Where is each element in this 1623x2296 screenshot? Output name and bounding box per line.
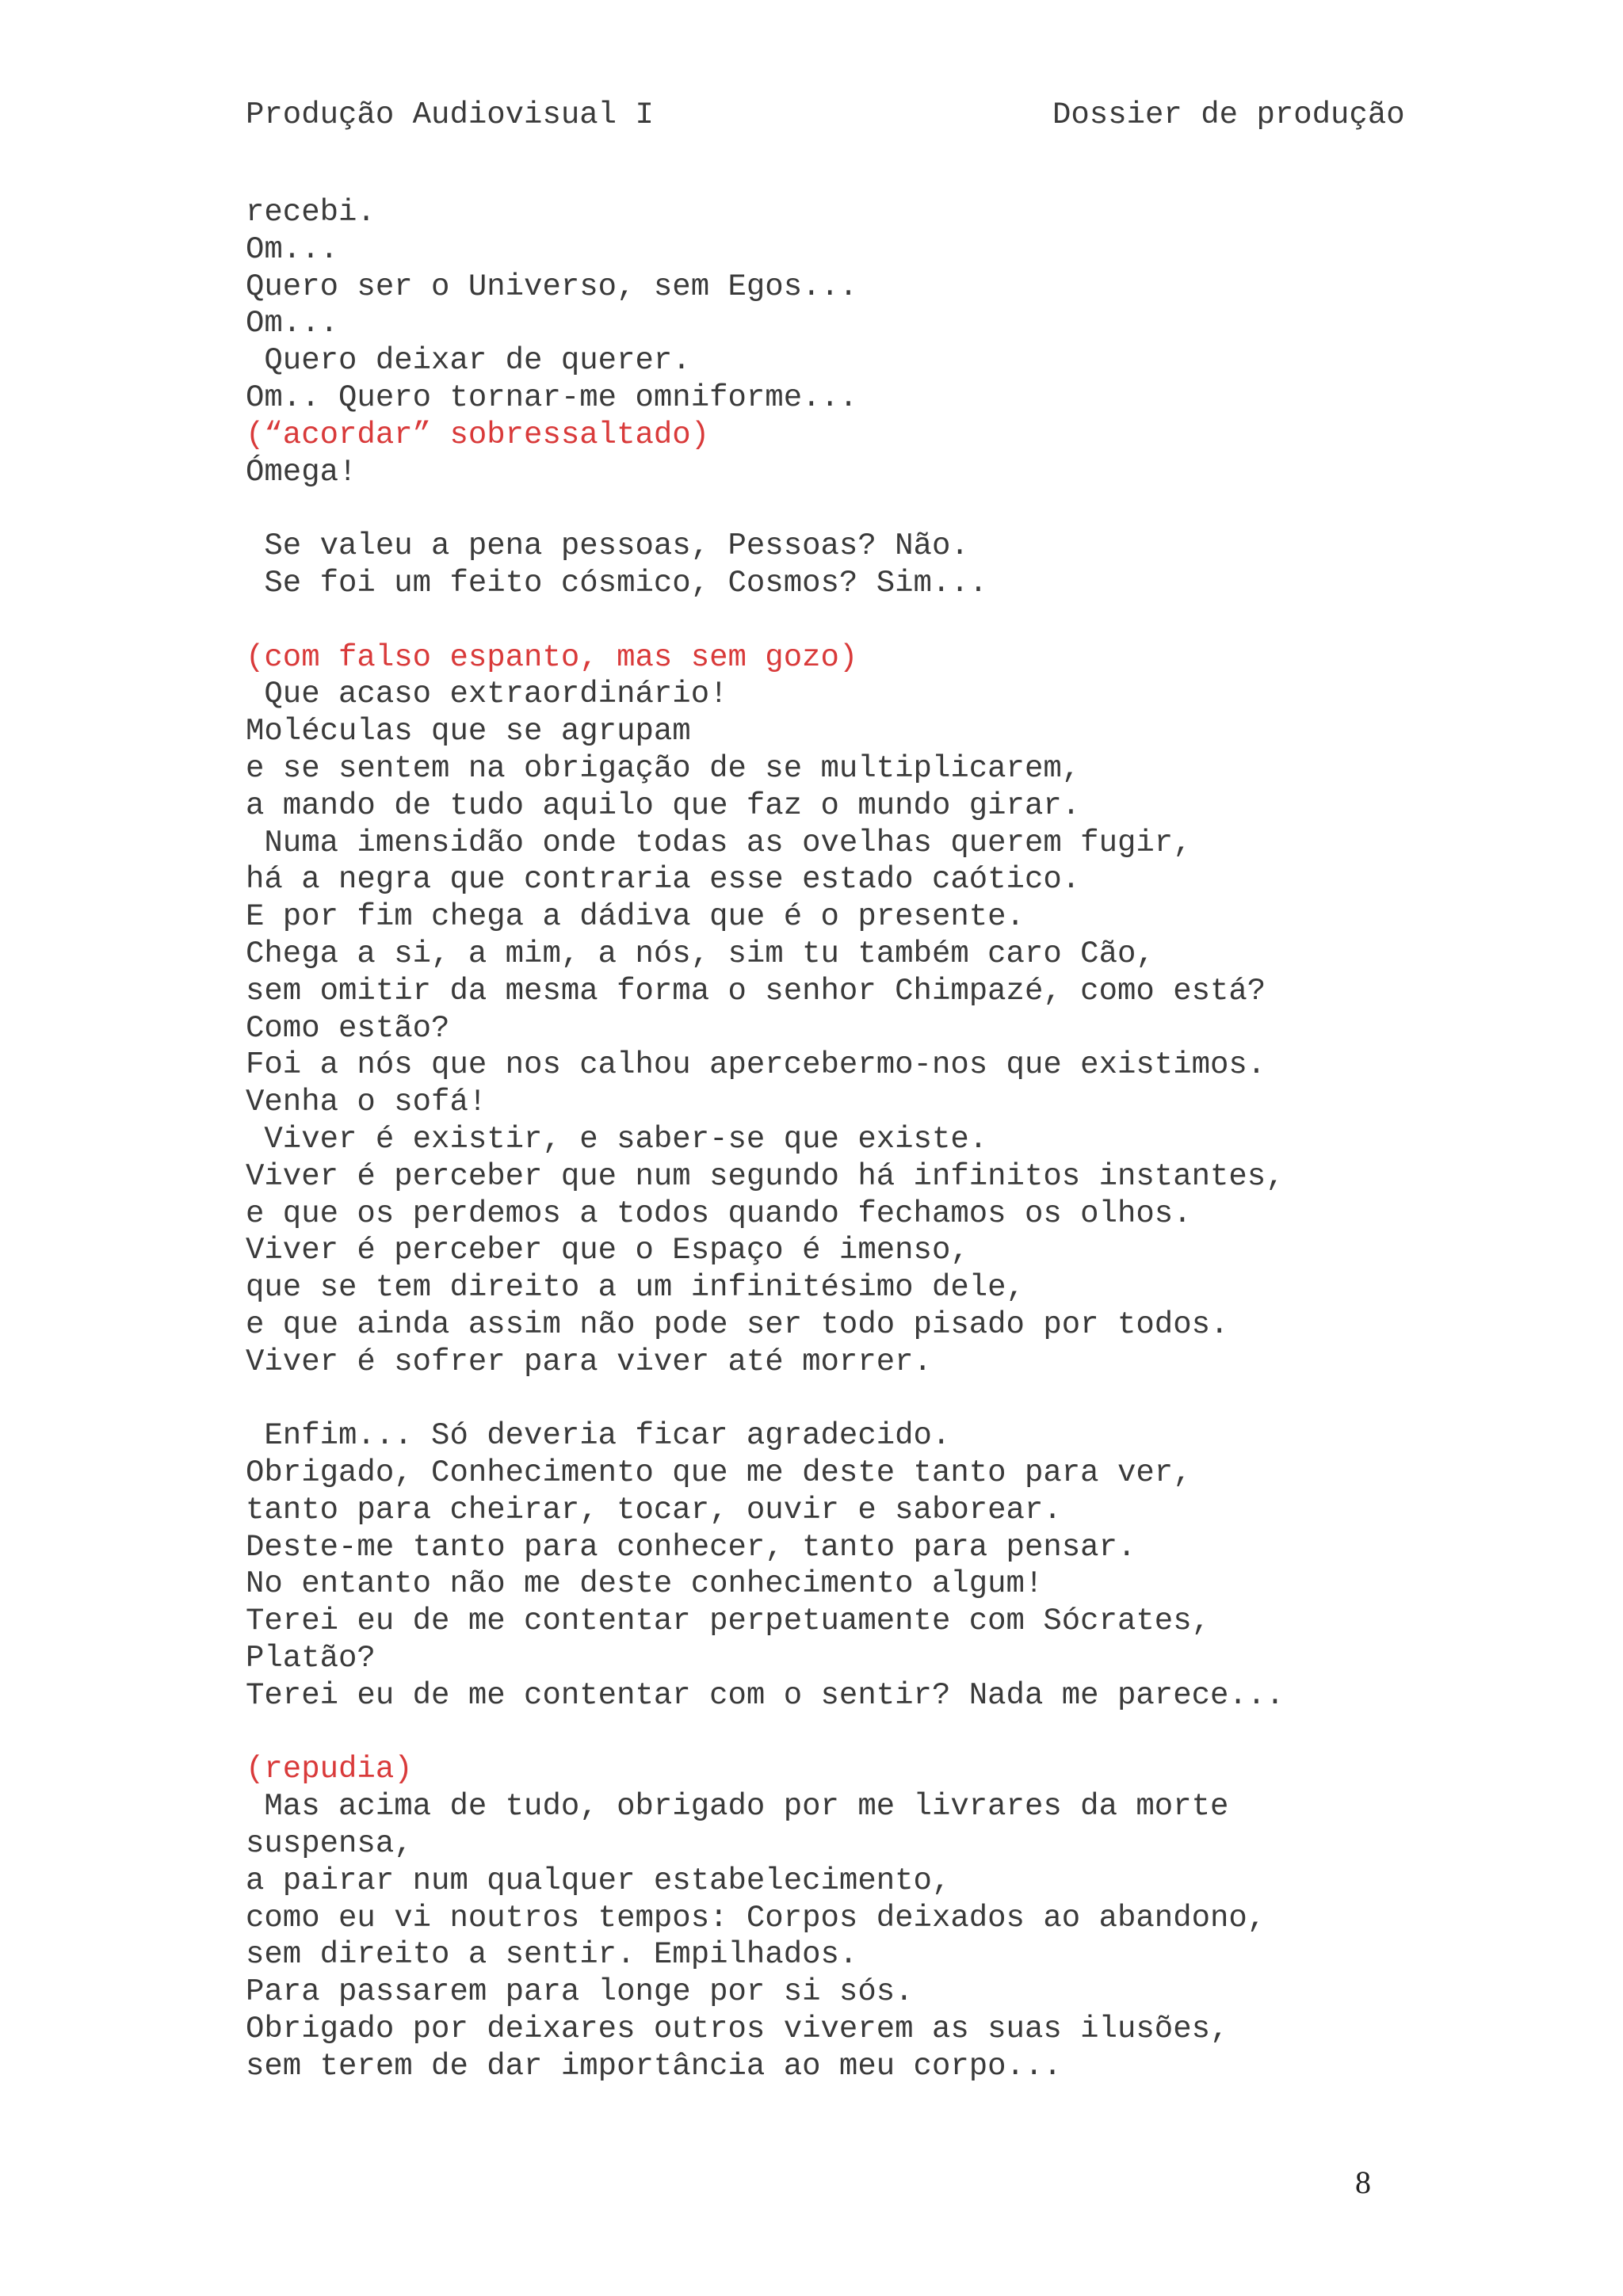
dialogue-line: suspensa, [246, 1826, 413, 1862]
dialogue-line: como eu vi noutros tempos: Corpos deixados ao abandono, [246, 1900, 1266, 1936]
dialogue-line: sem direito a sentir. Empilhados. [246, 1937, 858, 1973]
dialogue-line: E por fim chega a dádiva que é o presente. [246, 899, 1025, 935]
dialogue-line: e se sentem na obrigação de se multiplicarem, [246, 750, 1081, 786]
page-number: 8 [1355, 2164, 1371, 2200]
dialogue-line: e que os perdemos a todos quando fechamos os olhos. [246, 1196, 1192, 1231]
dialogue-line: No entanto não me deste conhecimento algum! [246, 1566, 1044, 1602]
dialogue-line: Enfim... Só deveria ficar agradecido. [246, 1418, 951, 1454]
dialogue-line: e que ainda assim não pode ser todo pisado por todos. [246, 1306, 1229, 1342]
stage-direction: (repudia) [246, 1752, 413, 1787]
dialogue-line: que se tem direito a um infinitésimo dele, [246, 1270, 1025, 1306]
dialogue-line: Viver é perceber que num segundo há infinitos instantes, [246, 1158, 1285, 1194]
dialogue-line: Moléculas que se agrupam [246, 714, 691, 749]
dialogue-line: há a negra que contraria esse estado caótico. [246, 862, 1081, 898]
dialogue-line: Terei eu de me contentar perpetuamente com Sócrates, [246, 1604, 1210, 1639]
dialogue-line: Quero deixar de querer. [246, 343, 691, 379]
blank-line [246, 490, 1482, 528]
dialogue-line: Como estão? [246, 1010, 450, 1046]
dialogue-line: Deste-me tanto para conhecer, tanto para pensar. [246, 1529, 1136, 1565]
dialogue-line: Om... [246, 231, 339, 267]
blank-line [246, 602, 1482, 639]
dialogue-line: Numa imensidão onde todas as ovelhas querem fugir, [246, 825, 1192, 860]
dialogue-line: Viver é existir, e saber-se que existe. [246, 1121, 988, 1157]
dialogue-line: Viver é perceber que o Espaço é imenso, [246, 1233, 969, 1268]
dialogue-line: Para passarem para longe por si sós. [246, 1974, 914, 2010]
dialogue-line: Quero ser o Universo, sem Egos... [246, 269, 858, 304]
dialogue-line: Mas acima de tudo, obrigado por me livrares da morte [246, 1789, 1229, 1825]
dialogue-line: tanto para cheirar, tocar, ouvir e saborear. [246, 1492, 1062, 1527]
header-course-title: Produção Audiovisual I [246, 97, 654, 132]
dialogue-line: a mando de tudo aquilo que faz o mundo girar. [246, 788, 1081, 823]
stage-direction: (com falso espanto, mas sem gozo) [246, 639, 858, 675]
dialogue-line: Platão? [246, 1641, 376, 1676]
dialogue-line: sem terem de dar importância ao meu corpo... [246, 2048, 1062, 2084]
dialogue-line: Om.. Quero tornar-me omniforme... [246, 379, 858, 415]
dialogue-line: Venha o sofá! [246, 1085, 487, 1120]
blank-line [246, 1714, 1482, 1752]
dialogue-line: Obrigado por deixares outros viverem as suas ilusões, [246, 2012, 1229, 2047]
header-document-title: Dossier de produção [1052, 97, 1405, 132]
dialogue-line: Chega a si, a mim, a nós, sim tu também caro Cão, [246, 936, 1155, 971]
dialogue-line: Que acaso extraordinário! [246, 677, 728, 712]
dialogue-line: Obrigado, Conhecimento que me deste tanto para ver, [246, 1455, 1192, 1491]
dialogue-line: recebi. [246, 195, 376, 230]
dialogue-line: sem omitir da mesma forma o senhor Chimpazé, como está? [246, 973, 1266, 1009]
dialogue-line: Om... [246, 306, 339, 341]
dialogue-line: Viver é sofrer para viver até morrer. [246, 1344, 932, 1379]
script-text [246, 194, 1482, 2085]
dialogue-line: Se foi um feito cósmico, Cosmos? Sim... [246, 565, 988, 601]
dialogue-line: Terei eu de me contentar com o sentir? Nada me parece... [246, 1677, 1285, 1713]
dialogue-line: Ómega! [246, 454, 357, 490]
dialogue-line: Se valeu a pena pessoas, Pessoas? Não. [246, 528, 969, 564]
dialogue-line: Foi a nós que nos calhou apercebermo-nos que existimos. [246, 1047, 1266, 1083]
stage-direction: (“acordar” sobressaltado) [246, 417, 710, 452]
dialogue-line: a pairar num qualquer estabelecimento, [246, 1863, 951, 1898]
blank-line [246, 1381, 1482, 1418]
